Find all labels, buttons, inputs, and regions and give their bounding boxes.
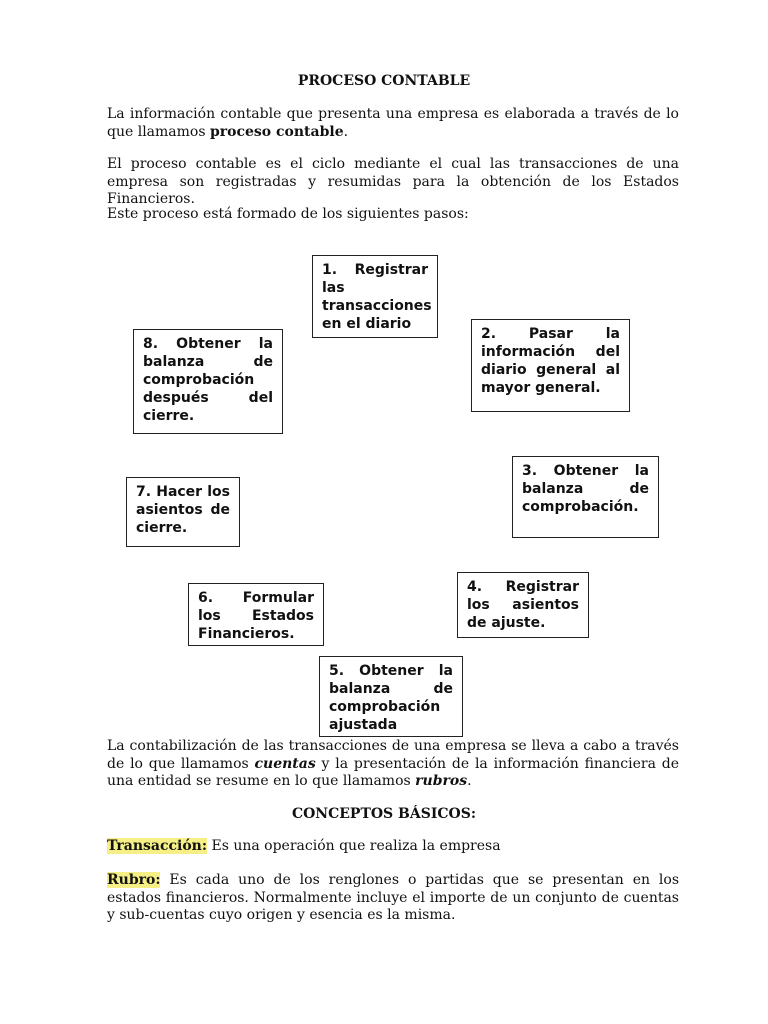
step-box-6: 6. Formular los Estados Financieros. [188, 583, 324, 646]
definition-rubro: Es cada uno de los renglones o partidas que se presentan en los estados financieros. Normalmente incluye el importe de un conjunto de cuentas y sub-cuentas cuyo origen y esencia es la misma. [107, 872, 679, 923]
paragraph-text: . [467, 773, 472, 789]
concepts-heading: CONCEPTOS BÁSICOS: [291, 806, 477, 822]
step-box-5: 5. Obtener la balanza de comprobación ajustada [319, 656, 463, 737]
definition-transaccion: Es una operación que realiza la empresa [207, 838, 501, 854]
term-rubros: rubros [415, 773, 468, 789]
intro-text: La información contable que presenta una empresa es elaborada a través de lo que llamamos [107, 106, 679, 140]
intro-text-end: . [343, 123, 349, 140]
cuentas-rubros-paragraph [107, 738, 679, 791]
step-box-7: 7. Hacer los asientos de cierre. [126, 477, 240, 547]
page-title: PROCESO CONTABLE [297, 73, 471, 89]
step-box-2: 2. Pasar la información del diario general al mayor general. [471, 319, 630, 412]
concept-rubro [107, 872, 679, 925]
step-box-8: 8. Obtener la balanza de comprobación después del cierre. [133, 329, 283, 434]
step-box-1: 1. Registrar las transacciones en el diario [312, 255, 438, 338]
term-proceso-contable: proceso contable [209, 123, 344, 140]
term-rubro: Rubro: [107, 872, 161, 888]
step-box-4: 4. Registrar los asientos de ajuste. [457, 572, 589, 638]
concept-transaccion [107, 838, 679, 856]
intro-paragraph-3: Este proceso está formado de los siguientes pasos: [107, 206, 469, 222]
intro-paragraph-2: El proceso contable es el ciclo mediante el cual las transacciones de una empresa son registradas y resumidas para la obtención de los Estados Financieros. [107, 156, 679, 207]
intro-paragraph-1 [107, 106, 679, 141]
term-transaccion: Transacción: [107, 838, 208, 854]
paragraph-text: y la presentación de la información financiera de una entidad se resume en lo que llamamos [107, 755, 680, 789]
paragraph-text: La contabilización de las transacciones de una empresa se lleva a cabo a través de lo que llamamos [107, 738, 679, 772]
step-box-3: 3. Obtener la balanza de comprobación. [512, 456, 659, 538]
term-cuentas: cuentas [254, 755, 316, 772]
